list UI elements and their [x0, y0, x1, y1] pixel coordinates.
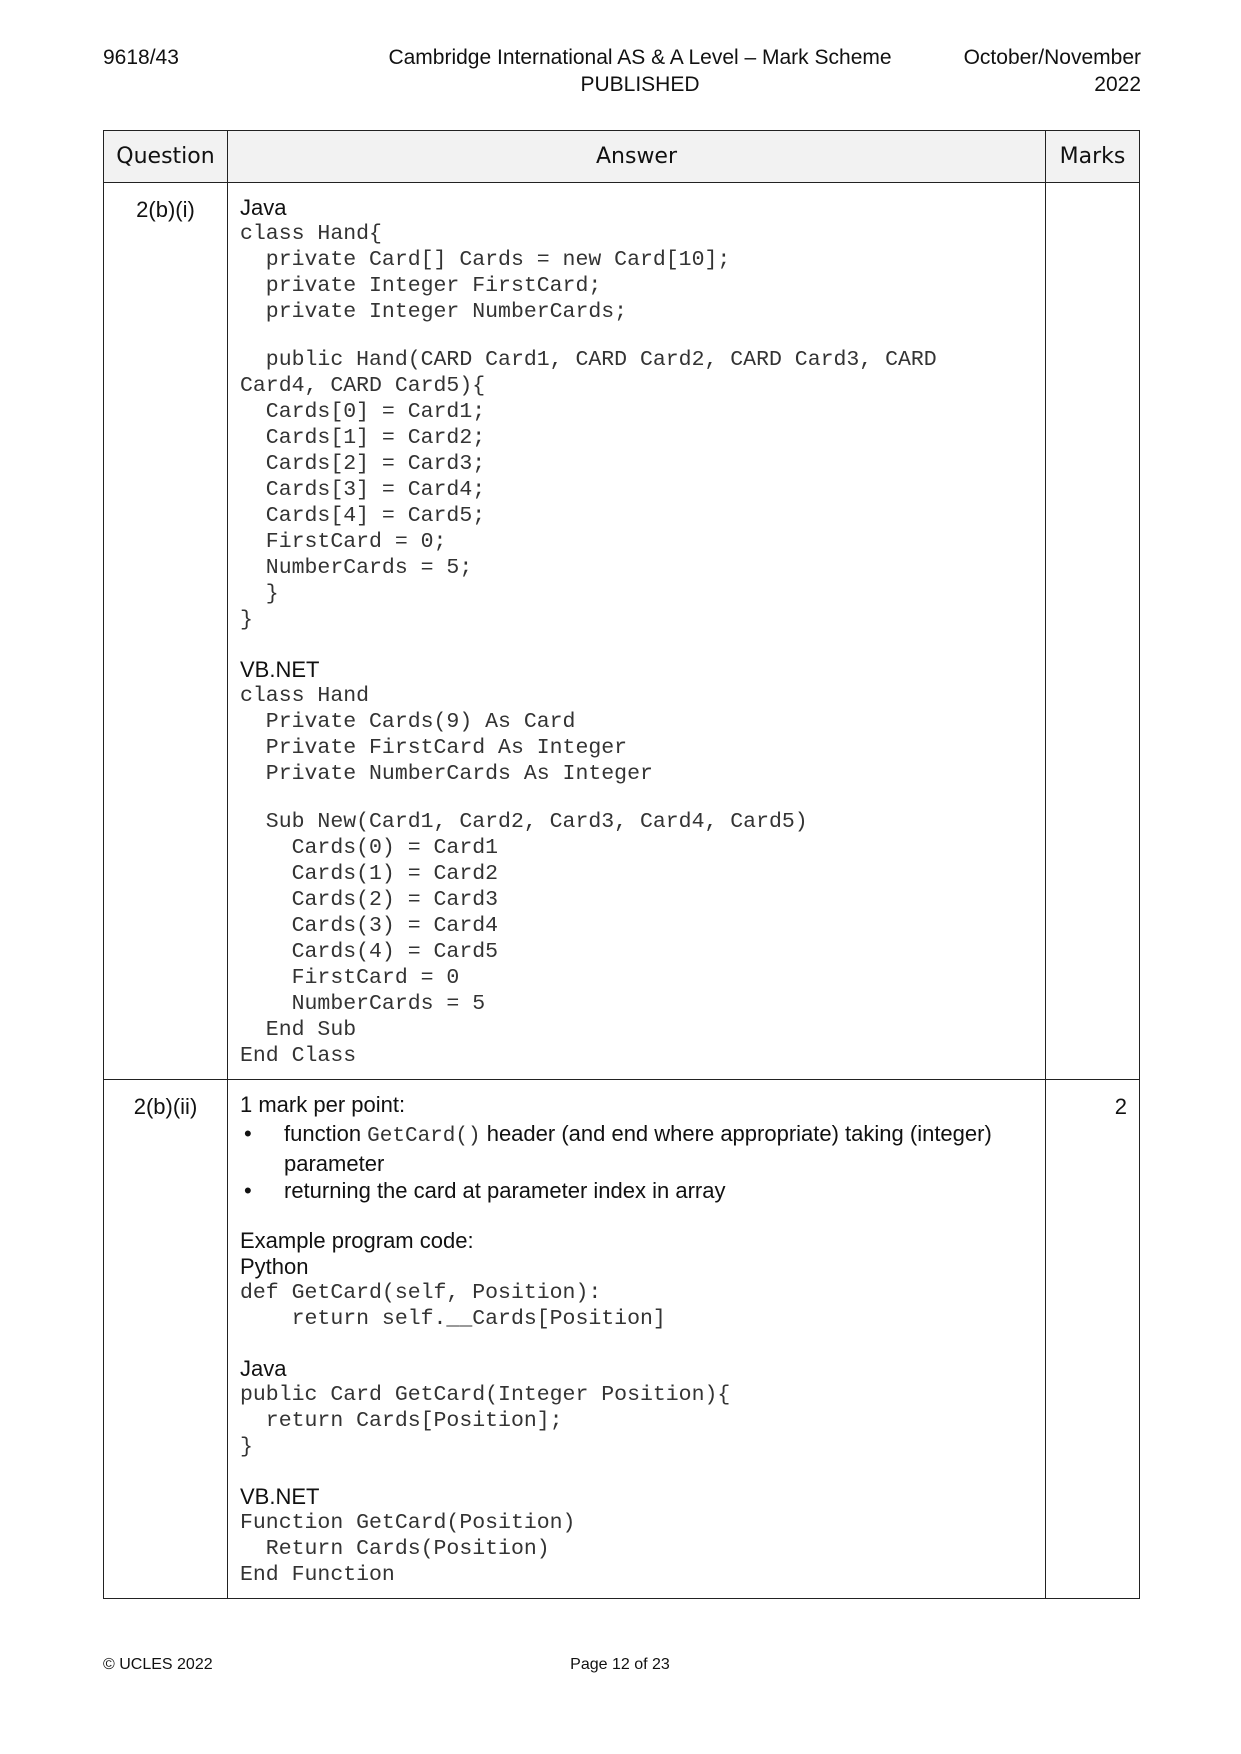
vbnet-code: Function GetCard(Position) Return Cards(Position) End Function — [240, 1511, 576, 1587]
table-row — [104, 183, 1140, 1080]
column-header-answer: Answer — [228, 131, 1046, 183]
session-line-1: October/November — [963, 46, 1141, 69]
language-label-java: Java — [240, 195, 287, 220]
marks-value: 2 — [1046, 1080, 1140, 1599]
example-heading: Example program code: — [240, 1228, 474, 1253]
exam-session — [964, 44, 1141, 98]
marks-value — [1046, 183, 1140, 1080]
java-code: public Card GetCard(Integer Position){ return Cards[Position]; } — [240, 1383, 731, 1459]
document-title — [330, 44, 950, 98]
copyright: © UCLES 2022 — [103, 1656, 213, 1673]
answer-cell — [228, 1080, 1046, 1599]
bullet-icon: • — [244, 1121, 252, 1146]
mark-points-list — [240, 1120, 1035, 1204]
list-item: • returning the card at parameter index in array — [244, 1178, 726, 1203]
python-code: def GetCard(self, Position): return self.__Cards[Position] — [240, 1281, 666, 1331]
language-label-vbnet: VB.NET — [240, 657, 320, 682]
vbnet-constructor-code: Sub New(Card1, Card2, Card3, Card4, Card5) Cards(0) = Card1 Cards(1) = Card2 Cards(2) = Card3 Cards(3) = Card4 Cards(4) = Card5 FirstCard = 0 NumberCards = 5 End Sub End Class — [240, 810, 808, 1068]
java-class-code: class Hand{ private Card[] Cards = new Card[10]; private Integer FirstCard; private Integer NumberCards; — [240, 222, 731, 324]
language-label-java: Java — [240, 1356, 287, 1381]
question-number: 2(b)(i) — [104, 183, 228, 1080]
page-number: Page 12 of 23 — [570, 1656, 670, 1673]
title-line-2: PUBLISHED — [580, 73, 700, 96]
column-header-question: Question — [104, 131, 228, 183]
column-header-marks: Marks — [1046, 131, 1140, 183]
answer-cell — [228, 183, 1046, 1080]
question-number: 2(b)(ii) — [104, 1080, 228, 1599]
session-line-2: 2022 — [1094, 73, 1141, 96]
mark-scheme-intro: 1 mark per point: — [240, 1092, 406, 1117]
bullet-icon: • — [244, 1178, 252, 1203]
paper-code: 9618/43 — [103, 46, 179, 69]
language-label-python: Python — [240, 1254, 309, 1279]
vbnet-class-code: class Hand Private Cards(9) As Card Private FirstCard As Integer Private NumberCards As Integer — [240, 684, 653, 786]
table-header-row — [104, 131, 1140, 183]
title-line-1: Cambridge International AS & A Level – Mark Scheme — [388, 46, 892, 69]
inline-code: GetCard() — [367, 1125, 481, 1148]
table-row — [104, 1080, 1140, 1599]
mark-scheme-table — [103, 130, 1140, 1599]
java-constructor-code: public Hand(CARD Card1, CARD Card2, CARD Card3, CARD Card4, CARD Card5){ Cards[0] = Card1; Cards[1] = Card2; Cards[2] = Card3; Cards[3] = Card4; Cards[4] = Card5; FirstCard = 0; NumberCards = 5; } } — [240, 348, 937, 632]
language-label-vbnet: VB.NET — [240, 1484, 320, 1509]
list-item: • function GetCard() header (and end where appropriate) taking (integer) parameter — [244, 1121, 992, 1176]
